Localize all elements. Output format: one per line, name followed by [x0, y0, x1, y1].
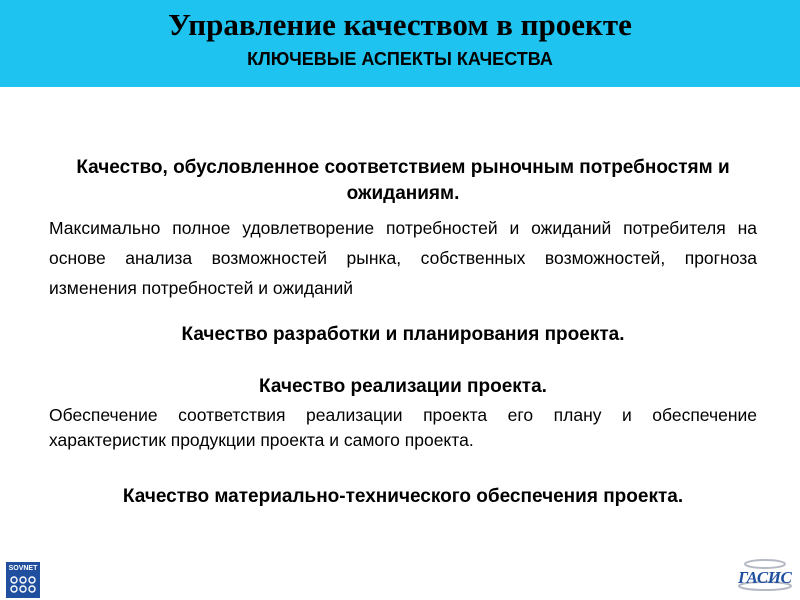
slide-title: Управление качеством в проекте — [168, 7, 632, 42]
gasis-logo-label: ГАСИС — [738, 568, 792, 587]
section-heading-supply-quality: Качество материально-технического обеспечения проекта. — [122, 486, 684, 507]
section-heading-implementation-quality: Качество реализации проекта. — [259, 376, 547, 397]
section-text-market-quality: Максимально полное удовлетворение потребностей и ожиданий потребителя на основе анализа возможностей рынка, собственных возможностей, прогноза изменения потребностей и ожиданий — [49, 218, 757, 298]
section-text-implementation-quality: Обеспечение соответствия реализации проекта его плану и обеспечение характеристик продукции проекта и самого проекта. — [49, 405, 757, 450]
slide-subtitle: КЛЮЧЕВЫЕ АСПЕКТЫ КАЧЕСТВА — [247, 49, 553, 69]
section-heading-planning-quality: Качество разработки и планирования проекта. — [181, 324, 625, 345]
sovnet-logo — [6, 562, 40, 598]
gasis-logo — [732, 556, 794, 592]
slide-header — [0, 0, 800, 87]
sovnet-logo-label: SOVNET — [8, 565, 38, 572]
sovnet-logo-mark — [9, 575, 37, 595]
section-heading-market-quality: Качество, обусловленное соответствием рыночным потребностям и ожиданиям. — [76, 157, 730, 204]
